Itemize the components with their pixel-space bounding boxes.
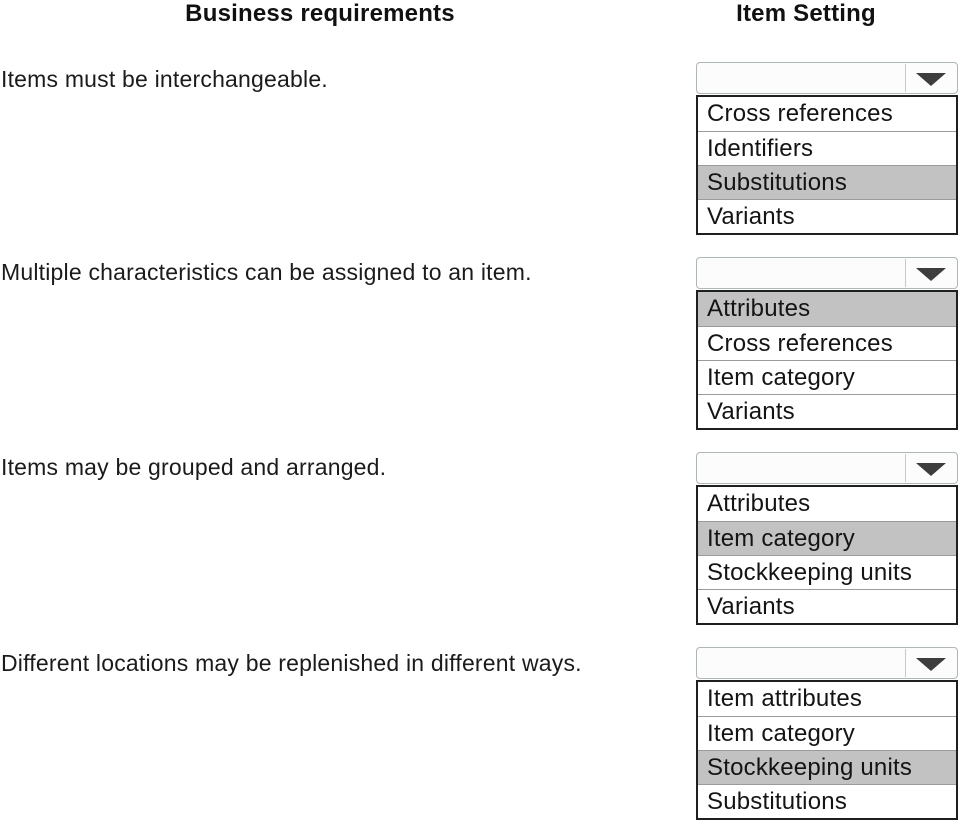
dropdown-options-list-3 — [696, 485, 958, 625]
option-item-attributes[interactable]: Item attributes — [707, 685, 863, 712]
item-setting-dropdown-3 — [696, 452, 958, 620]
dropdown-select-3[interactable] — [696, 452, 958, 484]
option-substitutions[interactable]: Substitutions — [698, 784, 956, 818]
dropdown-button-divider — [905, 454, 906, 482]
option-item-category[interactable]: Item category — [698, 716, 956, 750]
option-variants[interactable]: Variants — [698, 199, 956, 233]
column-header-business-requirements: Business requirements — [185, 0, 455, 27]
option-identifiers[interactable]: Identifiers — [698, 131, 956, 165]
option-attributes[interactable]: Attributes — [707, 490, 811, 517]
dropdown-options-list-2 — [696, 290, 958, 430]
item-setting-dropdown-4 — [696, 647, 958, 815]
dropdown-arrow-icon[interactable] — [916, 73, 946, 86]
dropdown-select-1[interactable] — [696, 62, 958, 94]
option-stockkeeping-units[interactable]: Stockkeeping units — [698, 555, 956, 589]
requirement-text-2: Multiple characteristics can be assigned to an item. — [1, 259, 532, 285]
dropdown-select-2[interactable] — [696, 257, 958, 289]
dropdown-button-divider — [905, 649, 906, 677]
dropdown-arrow-icon[interactable] — [916, 463, 946, 476]
option-variants[interactable]: Variants — [698, 589, 956, 623]
option-cross-references[interactable]: Cross references — [698, 326, 956, 360]
dropdown-options-list-1 — [696, 95, 958, 235]
option-substitutions[interactable]: Substitutions — [698, 165, 956, 199]
dropdown-arrow-icon[interactable] — [916, 658, 946, 671]
dropdown-button-divider — [905, 64, 906, 92]
option-cross-references[interactable]: Cross references — [707, 100, 893, 127]
option-variants[interactable]: Variants — [698, 394, 956, 428]
requirement-text-4: Different locations may be replenished in different ways. — [1, 650, 582, 676]
dropdown-button-divider — [905, 259, 906, 287]
dropdown-options-list-4 — [696, 680, 958, 820]
dropdown-select-4[interactable] — [696, 647, 958, 679]
option-item-category[interactable]: Item category — [698, 521, 956, 555]
item-setting-dropdown-1 — [696, 62, 958, 230]
option-stockkeeping-units[interactable]: Stockkeeping units — [698, 750, 956, 784]
item-setting-dropdown-2 — [696, 257, 958, 425]
requirement-text-3: Items may be grouped and arranged. — [1, 454, 387, 480]
dropdown-arrow-icon[interactable] — [916, 268, 946, 281]
requirement-text-1: Items must be interchangeable. — [1, 66, 328, 92]
option-attributes[interactable]: Attributes — [698, 292, 956, 326]
column-header-item-setting: Item Setting — [736, 0, 876, 27]
option-item-category[interactable]: Item category — [698, 360, 956, 394]
